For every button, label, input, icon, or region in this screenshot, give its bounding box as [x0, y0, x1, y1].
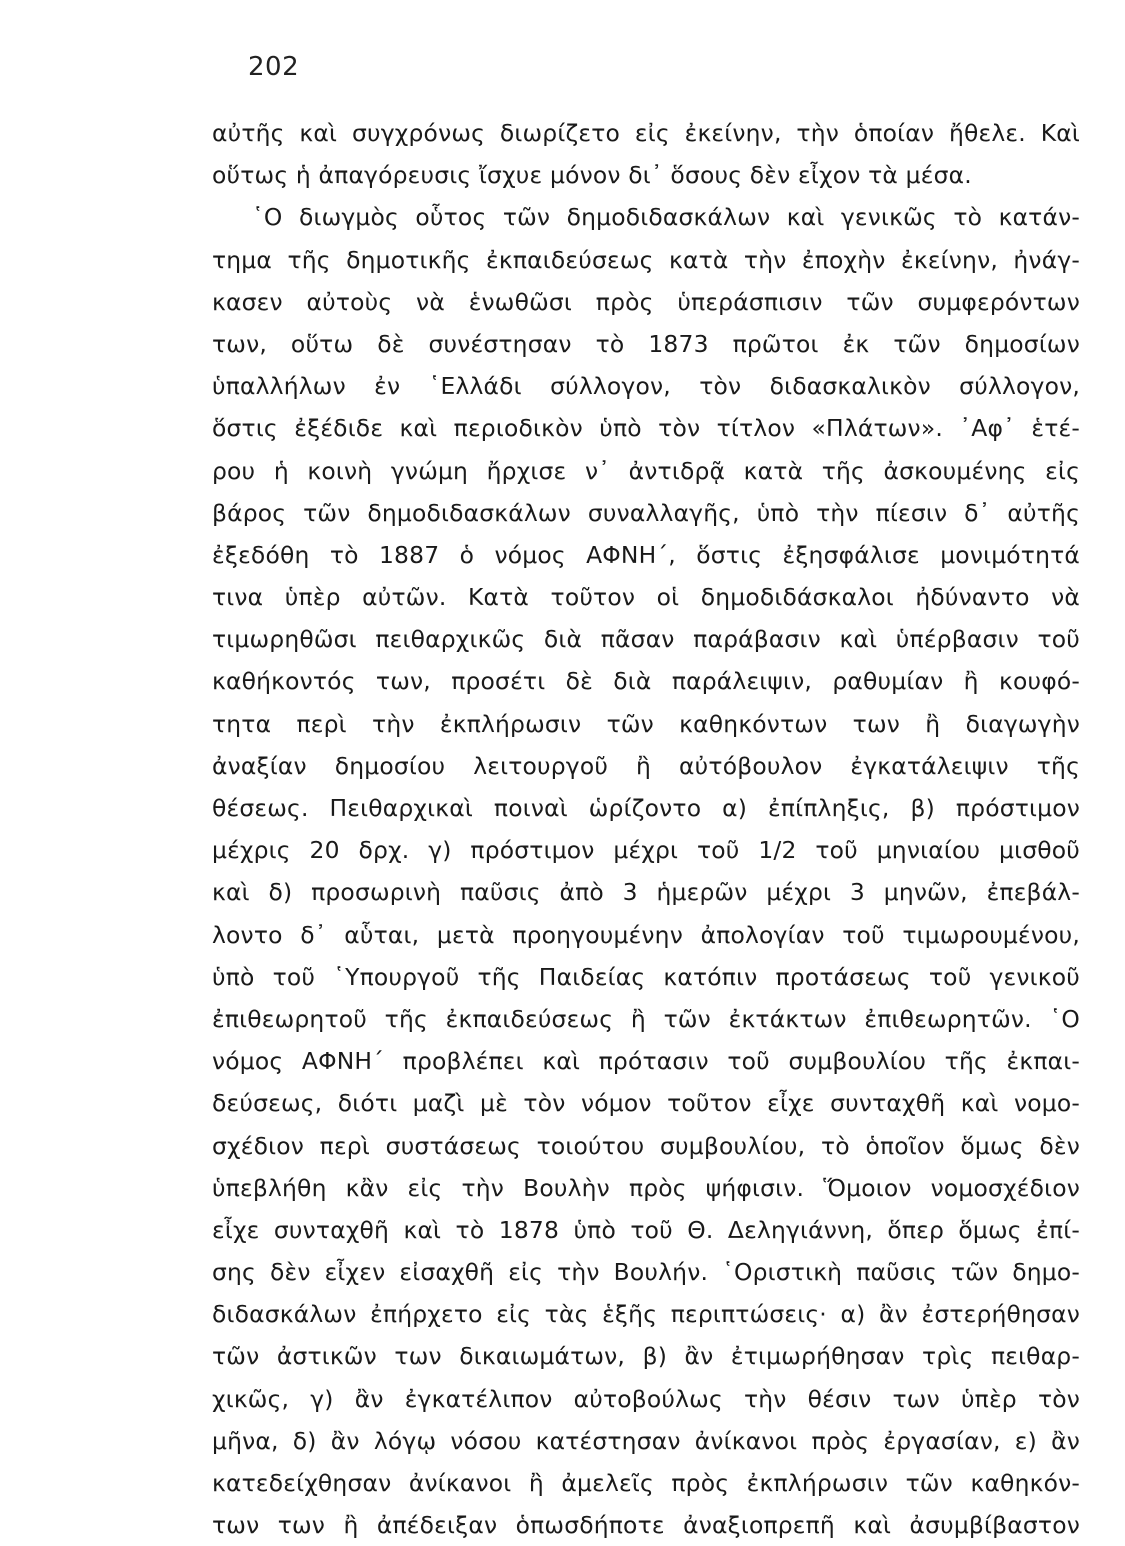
text-line: των των ἢ ἀπέδειξαν ὁπωσδήποτε ἀναξιοπρεπῆ καὶ ἀσυμβίβαστον: [212, 1511, 1080, 1540]
text-line: τητα περὶ τὴν ἐκπλήρωσιν τῶν καθηκόντων των ἢ διαγωγὴν: [212, 709, 1080, 738]
text-line: νόμος ΑΦΝΗ΄ προβλέπει καὶ πρότασιν τοῦ συμβουλίου τῆς ἐκπαι-: [212, 1047, 1080, 1076]
text-line: σης δὲν εἶχεν εἰσαχθῆ εἰς τὴν Βουλήν. ῾Οριστικὴ παῦσις τῶν δημο-: [212, 1258, 1080, 1287]
text-line: μέχρις 20 δρχ. γ) πρόστιμον μέχρι τοῦ 1/2 τοῦ μηνιαίου μισθοῦ: [212, 836, 1080, 865]
text-line: τιμωρηθῶσι πειθαρχικῶς διὰ πᾶσαν παράβασιν καὶ ὑπέρβασιν τοῦ: [212, 625, 1080, 654]
text-line: κασεν αὐτοὺς νὰ ἑνωθῶσι πρὸς ὑπεράσπισιν τῶν συμφερόντων: [212, 287, 1080, 316]
text-line: μῆνα, δ) ἂν λόγῳ νόσου κατέστησαν ἀνίκανοι πρὸς ἐργασίαν, ε) ἂν: [212, 1426, 1080, 1455]
text-line: αὐτῆς καὶ συγχρόνως διωρίζετο εἰς ἐκείνην, τὴν ὁποίαν ἤθελε. Καὶ: [212, 119, 1080, 147]
text-line: εἶχε συνταχθῆ καὶ τὸ 1878 ὑπὸ τοῦ Θ. Δεληγιάννη, ὅπερ ὅμως ἐπί-: [212, 1215, 1080, 1244]
text-line: ὅστις ἐξέδιδε καὶ περιοδικὸν ὑπὸ τὸν τίτλον «Πλάτων». ᾽Αφ᾽ ἑτέ-: [212, 414, 1080, 443]
text-line: θέσεως. Πειθαρχικαὶ ποιναὶ ὡρίζοντο α) ἐπίπληξις, β) πρόστιμον: [212, 794, 1080, 822]
text-line: ρου ἡ κοινὴ γνώμη ἤρχισε ν᾽ ἀντιδρᾷ κατὰ τῆς ἀσκουμένης εἰς: [212, 456, 1080, 485]
text-line: χικῶς, γ) ἂν ἐγκατέλιπον αὐτοβούλως τὴν θέσιν των ὑπὲρ τὸν: [212, 1384, 1080, 1413]
text-line: ὑπὸ τοῦ ῾Υπουργοῦ τῆς Παιδείας κατόπιν προτάσεως τοῦ γενικοῦ: [212, 962, 1080, 991]
text-line: τινα ὑπὲρ αὐτῶν. Κατὰ τοῦτον οἱ δημοδιδάσκαλοι ἠδύναντο νὰ: [212, 583, 1080, 612]
body-text: [212, 112, 1080, 1546]
text-line: λοντο δ᾽ αὗται, μετὰ προηγουμένην ἀπολογίαν τοῦ τιμωρουμένου,: [212, 920, 1080, 949]
text-line: τημα τῆς δημοτικῆς ἐκπαιδεύσεως κατὰ τὴν ἐποχὴν ἐκείνην, ἠνάγ-: [212, 245, 1080, 274]
text-line: ἐπιθεωρητοῦ τῆς ἐκπαιδεύσεως ἢ τῶν ἐκτάκτων ἐπιθεωρητῶν. ῾Ο: [212, 1004, 1080, 1033]
text-line: βάρος τῶν δημοδιδασκάλων συναλλαγῆς, ὑπὸ τὴν πίεσιν δ᾽ αὐτῆς: [212, 498, 1080, 527]
text-line: ἐξεδόθη τὸ 1887 ὁ νόμος ΑΦΝΗ΄, ὅστις ἐξησφάλισε μονιμότητά: [212, 540, 1080, 569]
text-line: ὑπεβλήθη κἂν εἰς τὴν Βουλὴν πρὸς ψήφισιν. Ὅμοιον νομοσχέδιον: [212, 1173, 1080, 1202]
text-line: ῾Ο διωγμὸς οὗτος τῶν δημοδιδασκάλων καὶ γενικῶς τὸ κατάν-: [252, 203, 1080, 232]
text-line: ἀναξίαν δημοσίου λειτουργοῦ ἢ αὐτόβουλον ἐγκατάλειψιν τῆς: [212, 751, 1080, 780]
text-line: διδασκάλων ἐπήρχετο εἰς τὰς ἑξῆς περιπτώσεις· α) ἂν ἐστερήθησαν: [212, 1300, 1080, 1329]
text-line: τῶν ἀστικῶν των δικαιωμάτων, β) ἂν ἐτιμωρήθησαν τρὶς πειθαρ-: [212, 1342, 1080, 1371]
text-line: δεύσεως, διότι μαζὶ μὲ τὸν νόμον τοῦτον εἶχε συνταχθῆ καὶ νομο-: [212, 1089, 1080, 1118]
text-line: κατεδείχθησαν ἀνίκανοι ἢ ἀμελεῖς πρὸς ἐκπλήρωσιν τῶν καθηκόν-: [212, 1469, 1080, 1497]
page-number: 202: [248, 52, 300, 82]
text-line: οὕτως ἡ ἀπαγόρευσις ἴσχυε μόνον δι᾽ ὅσους δὲν εἶχον τὰ μέσα.: [212, 161, 972, 190]
text-line: καὶ δ) προσωρινὴ παῦσις ἀπὸ 3 ἡμερῶν μέχρι 3 μηνῶν, ἐπεβάλ-: [212, 878, 1080, 907]
text-line: καθήκοντός των, προσέτι δὲ διὰ παράλειψιν, ραθυμίαν ἢ κουφό-: [212, 667, 1080, 696]
text-line: σχέδιον περὶ συστάσεως τοιούτου συμβουλίου, τὸ ὁποῖον ὅμως δὲν: [212, 1131, 1080, 1160]
text-line: των, οὕτω δὲ συνέστησαν τὸ 1873 πρῶτοι ἐκ τῶν δημοσίων: [212, 329, 1080, 358]
text-line: ὑπαλλήλων ἐν ῾Ελλάδι σύλλογον, τὸν διδασκαλικὸν σύλλογον,: [212, 372, 1080, 401]
